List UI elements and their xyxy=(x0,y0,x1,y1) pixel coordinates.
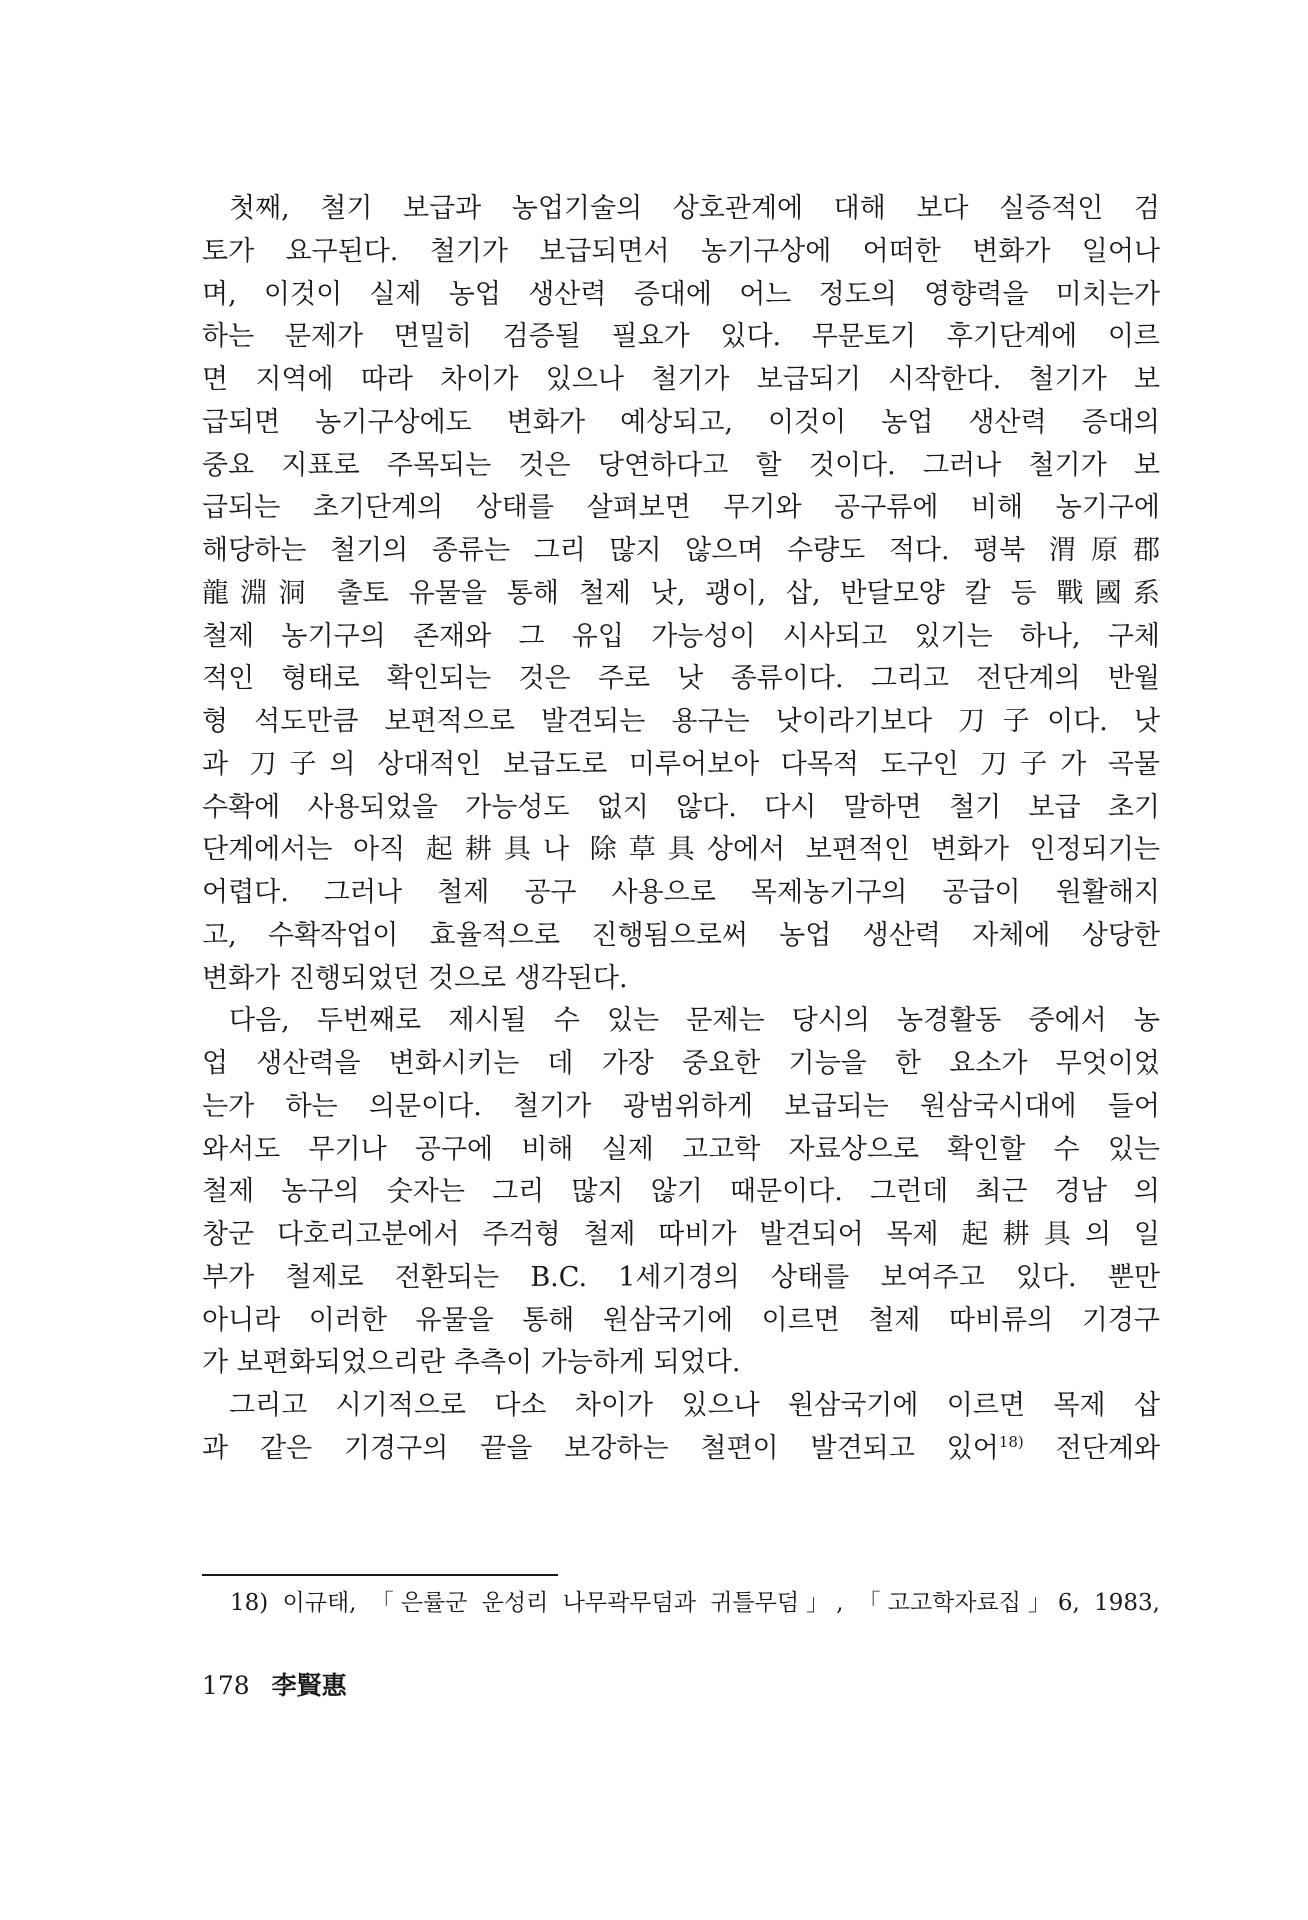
body-text xyxy=(202,188,1160,1471)
text-line: 단계에서는 아직 起耕具나 除草具상에서 보편적인 변화가 인정되기는 xyxy=(202,834,1160,866)
text-line: 급되는 초기단계의 상태를 살펴보면 무기와 공구류에 비해 농기구에 xyxy=(202,492,1160,524)
footnote: 18) 이규태, 「은률군 운성리 나무곽무덤과 귀틀무덤」, 「고고학자료집」6, 1983, xyxy=(230,1590,1160,1616)
text-line: 창군 다호리고분에서 주걱형 철제 따비가 발견되어 목제 起耕具의 일 xyxy=(202,1219,1160,1250)
text-line: 업 생산력을 변화시키는 데 가장 중요한 기능을 한 요소가 무엇이었 xyxy=(202,1048,1160,1079)
text-line: 하는 문제가 면밀히 검증될 필요가 있다. 무문토기 후기단계에 이르 xyxy=(202,321,1160,353)
text-line: 와서도 무기나 공구에 비해 실제 고고학 자료상으로 확인할 수 있는 xyxy=(202,1133,1160,1165)
text-line: 철제 농기구의 존재와 그 유입 가능성이 시사되고 있기는 하나, 구체 xyxy=(202,620,1160,652)
page-number: 178 xyxy=(202,1671,250,1700)
text-line: 어렵다. 그러나 철제 공구 사용으로 목제농기구의 공급이 원활해지 xyxy=(202,877,1160,908)
text-line: 첫째, 철기 보급과 농업기술의 상호관계에 대해 보다 실증적인 검 xyxy=(229,193,1160,224)
text-line: 변화가 진행되었던 것으로 생각된다. xyxy=(202,962,628,994)
text-line: 면 지역에 따라 차이가 있으나 철기가 보급되기 시작한다. 철기가 보 xyxy=(202,364,1160,395)
text-line: 형 석도만큼 보편적으로 발견되는 용구는 낫이라기보다 刀子이다. 낫 xyxy=(202,706,1160,737)
text-line: 아니라 이러한 유물을 통해 원삼국기에 이르면 철제 따비류의 기경구 xyxy=(202,1304,1160,1336)
page-footer xyxy=(202,1669,347,1703)
text-line: 철제 농구의 숫자는 그리 많지 않기 때문이다. 그런데 최근 경남 의 xyxy=(202,1176,1160,1208)
text-line: 과 刀子의 상대적인 보급도로 미루어보아 다목적 도구인 刀子가 곡물 xyxy=(202,748,1160,780)
text-line: 수확에 사용되었을 가능성도 없지 않다. 다시 말하면 철기 보급 초기 xyxy=(202,791,1160,823)
running-author: 李賢惠 xyxy=(271,1671,347,1700)
text-line-with-footnote-ref xyxy=(202,1428,1160,1471)
text-line: 는가 하는 의문이다. 철기가 광범위하게 보급되는 원삼국시대에 들어 xyxy=(202,1090,1160,1122)
text-line: 다음, 두번째로 제시될 수 있는 문제는 당시의 농경활동 중에서 농 xyxy=(229,1005,1160,1037)
text-line: 부가 철제로 전환되는 B.C. 1세기경의 상태를 보여주고 있다. 뿐만 xyxy=(202,1261,1160,1293)
text-segment: 전단계와 xyxy=(1055,1432,1160,1464)
text-line: 토가 요구된다. 철기가 보급되면서 농기구상에 어떠한 변화가 일어나 xyxy=(202,235,1160,267)
footnote-reference[interactable]: 18) xyxy=(998,1432,1024,1451)
text-line: 급되면 농기구상에도 변화가 예상되고, 이것이 농업 생산력 증대의 xyxy=(202,406,1160,438)
text-line: 그리고 시기적으로 다소 차이가 있으나 원삼국기에 이르면 목제 삽 xyxy=(229,1390,1160,1421)
text-line: 적인 형태로 확인되는 것은 주로 낫 종류이다. 그리고 전단계의 반월 xyxy=(202,663,1160,695)
text-line: 중요 지표로 주목되는 것은 당연하다고 할 것이다. 그러나 철기가 보 xyxy=(202,449,1160,481)
footnote-divider xyxy=(202,1574,558,1576)
text-line: 고, 수확작업이 효율적으로 진행됨으로써 농업 생산력 자체에 상당한 xyxy=(202,919,1160,951)
text-line: 가 보편화되었으리란 추측이 가능하게 되었다. xyxy=(202,1347,741,1379)
text-line: 龍淵洞 출토 유물을 통해 철제 낫, 괭이, 삽, 반달모양 칼 등 戰國系 xyxy=(202,577,1160,609)
text-segment: 과 같은 기경구의 끝을 보강하는 철편이 발견되고 있어 xyxy=(202,1432,999,1464)
text-line: 해당하는 철기의 종류는 그리 많지 않으며 수량도 적다. 평북 渭原郡 xyxy=(202,535,1160,566)
text-line: 며, 이것이 실제 농업 생산력 증대에 어느 정도의 영향력을 미치는가 xyxy=(202,278,1160,310)
